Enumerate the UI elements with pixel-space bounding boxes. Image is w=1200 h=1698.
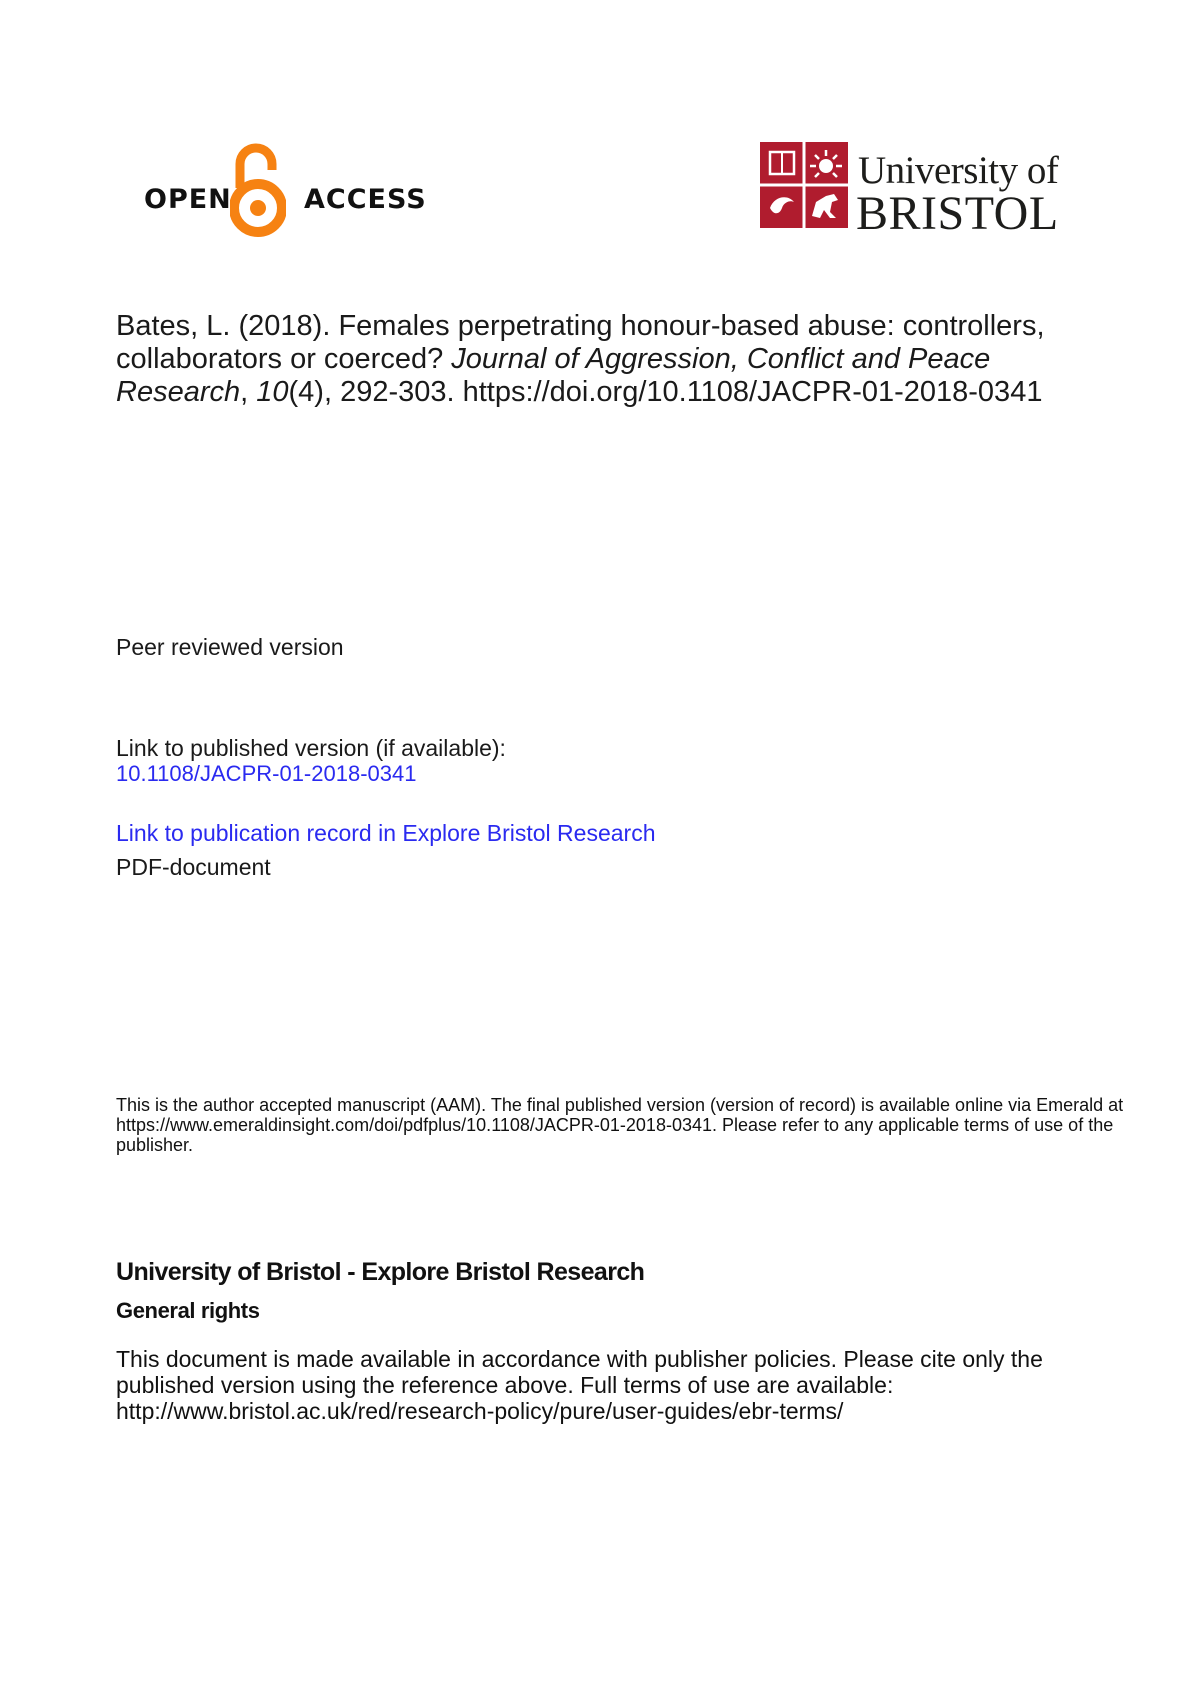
citation-authors-title: Bates, L. (2018). Females perpetrating honour-based abuse: controllers, collaborators or coerced? [116, 310, 1045, 375]
published-version-label: Link to published version (if available): [116, 735, 506, 761]
bristol-logo-line2: BRISTOL [856, 187, 1059, 240]
rights-text: This document is made available in accordance with publisher policies. Please cite only the published version using the reference above. Full terms of use are available: http://www.bristol.ac.uk/red/research-policy/pure/user-guides/ebr-terms/ [116, 1346, 1043, 1424]
open-access-word-open: OPEN [144, 184, 232, 215]
publication-record-link[interactable]: Link to publication record in Explore Bristol Research [116, 820, 656, 846]
citation-volume: 10 [256, 376, 289, 408]
university-of-bristol-logo [760, 142, 1080, 242]
version-label: Peer reviewed version [116, 634, 344, 660]
open-access-word-access: ACCESS [304, 184, 427, 215]
bristol-logo-line1: University of [858, 149, 1059, 192]
open-access-logo [144, 140, 427, 250]
rights-heading: General rights [116, 1298, 260, 1323]
citation-separator: , [240, 376, 257, 408]
citation-issue-pages-doi: (4), 292-303. https://doi.org/10.1108/JACPR-01-2018-0341 [288, 376, 1043, 408]
section-title: University of Bristol - Explore Bristol Research [116, 1258, 645, 1286]
citation [116, 310, 1126, 409]
bristol-crest-icon [760, 142, 848, 228]
doi-link[interactable]: 10.1108/JACPR-01-2018-0341 [116, 761, 417, 786]
document-type: PDF-document [116, 854, 271, 880]
open-lock-icon [230, 140, 286, 240]
aam-note: This is the author accepted manuscript (AAM). The final published version (version of record) is available online via Emerald at https://www.emeraldinsight.com/doi/pdfplus/10.1108/JACPR-01-2018-0341. Please refer to any applicable terms of use of the publisher. [116, 1095, 1124, 1155]
citation-journal: Journal of Aggression, Conflict and Peace Research [116, 343, 991, 408]
